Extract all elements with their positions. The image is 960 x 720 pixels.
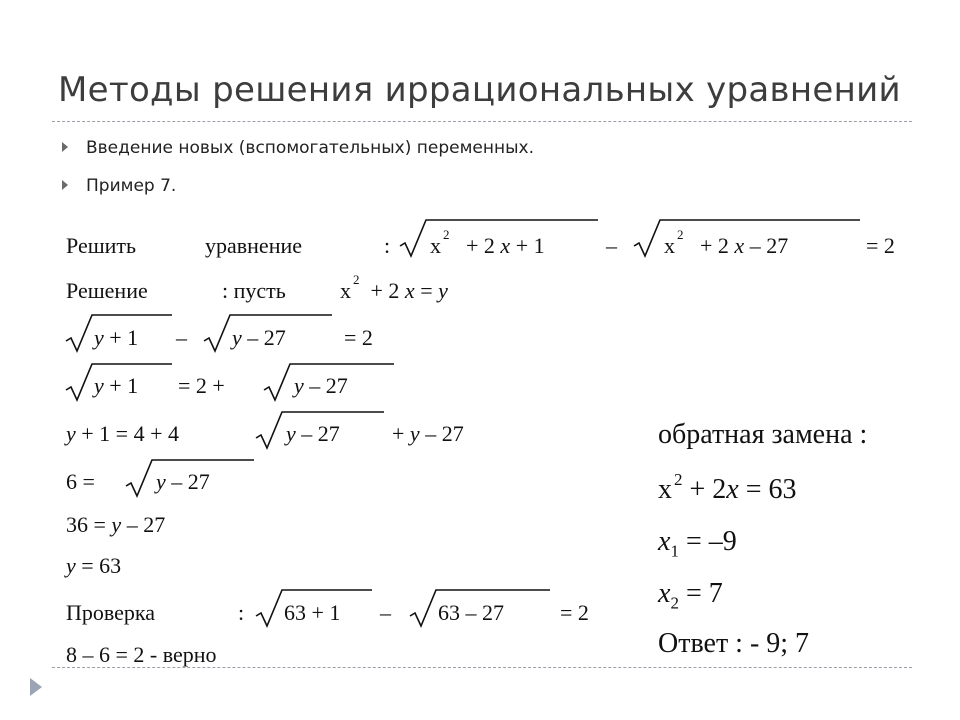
math-rhs: = 2 bbox=[560, 600, 589, 625]
task-label: Решить bbox=[66, 233, 137, 258]
final-check-line: 8 – 6 = 2 - верно bbox=[66, 642, 217, 667]
bullet-item bbox=[62, 138, 534, 158]
math-operator: – bbox=[606, 233, 617, 258]
check-label: Проверка bbox=[66, 600, 156, 625]
task-colon: : bbox=[384, 233, 391, 258]
root-x1: $x_1 = -9$ bbox=[658, 526, 737, 561]
math-operator: – bbox=[176, 325, 187, 350]
title-divider bbox=[52, 121, 912, 122]
solution-label: Решение bbox=[66, 278, 148, 303]
task-word: уравнение bbox=[205, 233, 303, 258]
slide-corner-arrow-icon bbox=[30, 678, 42, 696]
math-lhs: y + 1 = 4 + 4 bbox=[66, 421, 179, 446]
math-term: x $^2$ + 2 x + 1 bbox=[430, 227, 545, 258]
math-term: 63 + 1 bbox=[284, 600, 341, 625]
math-term: y – 27 bbox=[294, 373, 348, 398]
bullet-item bbox=[62, 176, 176, 196]
substitution: x $^2$ + 2 x = y bbox=[340, 272, 448, 303]
math-term: y – 27 bbox=[156, 469, 210, 494]
math-term: y + 1 bbox=[94, 325, 139, 350]
bullet-arrow-icon bbox=[62, 142, 68, 152]
reverse-substitution-heading: обратная замена : bbox=[658, 419, 868, 450]
math-rhs: = 2 bbox=[344, 325, 373, 350]
math-rhs: = 2 bbox=[866, 233, 895, 258]
slide-title: Методы решения иррациональных уравнений bbox=[58, 70, 901, 110]
math-term: x $^2$ + 2 x – 27 bbox=[664, 227, 789, 258]
check-colon: : bbox=[238, 600, 245, 625]
math-term: y – 27 bbox=[232, 325, 286, 350]
math-operator: = 2 + bbox=[178, 373, 225, 398]
reverse-equation: x $^2$ + 2x = 63 bbox=[658, 470, 797, 505]
bullet-arrow-icon bbox=[62, 180, 68, 190]
math-line: 36 = y – 27 bbox=[66, 512, 166, 537]
math-term: y + 1 bbox=[94, 373, 139, 398]
math-term: 63 – 27 bbox=[438, 600, 504, 625]
math-term: y – 27 bbox=[286, 421, 340, 446]
let-word: : пусть bbox=[222, 278, 286, 303]
bullet-text: Введение новых (вспомогательных) переменных. bbox=[86, 138, 534, 158]
math-lhs: 6 = bbox=[66, 469, 95, 494]
bullet-text: Пример 7. bbox=[86, 176, 177, 196]
math-tail: + y – 27 bbox=[392, 421, 464, 446]
root-x2: $x_2 = 7$ bbox=[658, 578, 723, 613]
math-operator: – bbox=[380, 600, 391, 625]
math-line: y = 63 bbox=[66, 553, 122, 578]
footer-divider bbox=[52, 667, 912, 668]
answer: Ответ : - 9; 7 bbox=[658, 628, 810, 659]
